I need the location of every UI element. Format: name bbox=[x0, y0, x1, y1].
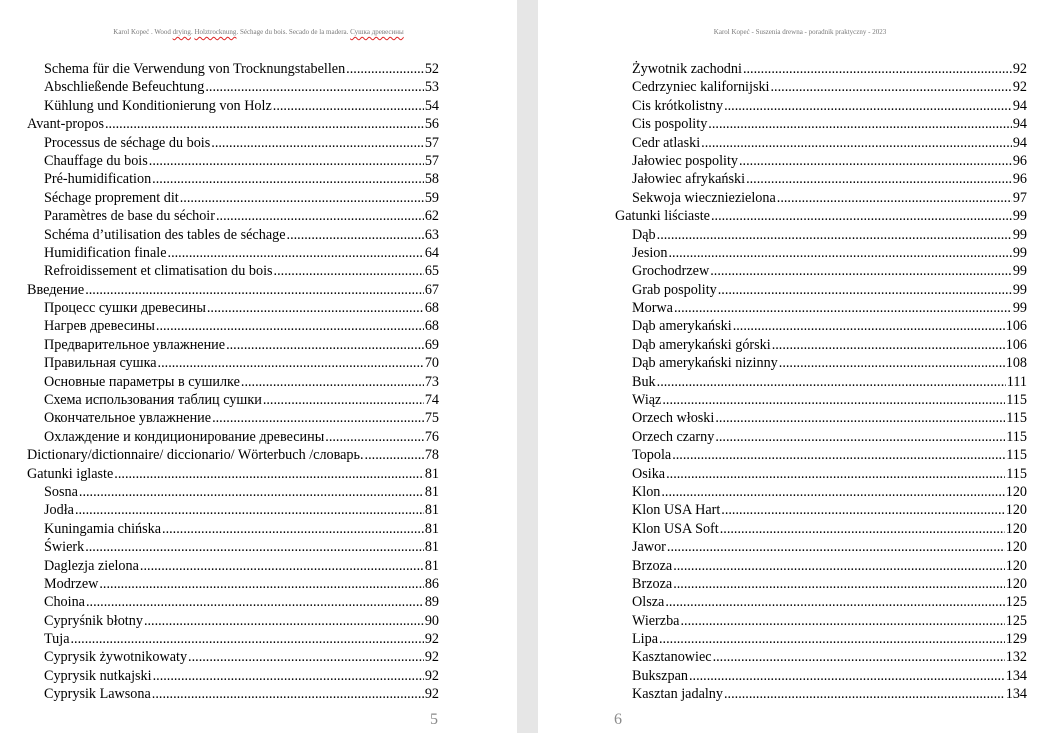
toc-dot-leader bbox=[188, 649, 424, 667]
toc-entry[interactable] bbox=[615, 152, 1027, 170]
toc-entry-page-number: 99 bbox=[1012, 226, 1027, 243]
toc-entry-title: Processus de séchage du bois bbox=[44, 134, 211, 151]
toc-dot-leader bbox=[721, 501, 1004, 519]
toc-entry-title: Cyprysik nutkajski bbox=[44, 667, 152, 684]
toc-entry-page-number: 120 bbox=[1005, 502, 1027, 519]
toc-entry-title: Klon USA Soft bbox=[632, 520, 719, 537]
toc-entry-page-number: 92 bbox=[1012, 79, 1027, 96]
toc-entry-title: Lipa bbox=[632, 631, 658, 648]
toc-entry-title: Jałowiec pospolity bbox=[632, 152, 738, 169]
toc-entry-page-number: 69 bbox=[424, 336, 439, 353]
toc-entry-page-number: 120 bbox=[1005, 539, 1027, 556]
document-page-left bbox=[0, 0, 517, 733]
toc-entry-page-number: 94 bbox=[1012, 116, 1027, 133]
toc-dot-leader bbox=[661, 483, 1004, 501]
toc-entry-page-number: 58 bbox=[424, 171, 439, 188]
toc-entry-title: Dąb amerykański górski bbox=[632, 336, 771, 353]
toc-entry-page-number: 108 bbox=[1005, 355, 1027, 372]
toc-entry-page-number: 70 bbox=[424, 355, 439, 372]
toc-dot-leader bbox=[733, 317, 1005, 335]
toc-entry[interactable] bbox=[27, 557, 439, 575]
toc-entry-title: Dictionary/dictionnaire/ diccionario/ Wörterbuch /словарь. bbox=[27, 447, 364, 464]
toc-entry[interactable] bbox=[615, 483, 1027, 501]
toc-entry-title: Schéma d’utilisation des tables de séchage bbox=[44, 226, 286, 243]
toc-entry-page-number: 81 bbox=[424, 483, 439, 500]
toc-entry[interactable] bbox=[615, 299, 1027, 317]
toc-entry-page-number: 92 bbox=[424, 649, 439, 666]
toc-dot-leader bbox=[152, 685, 424, 703]
toc-dot-leader bbox=[241, 373, 424, 391]
toc-entry[interactable] bbox=[615, 60, 1027, 78]
toc-entry-title: Humidification finale bbox=[44, 244, 167, 261]
toc-entry-page-number: 96 bbox=[1012, 152, 1027, 169]
toc-entry-title: Dąb bbox=[632, 226, 656, 243]
toc-dot-leader bbox=[711, 207, 1012, 225]
header-text: Karol Kopeć . Wood bbox=[113, 28, 173, 36]
toc-dot-leader bbox=[149, 152, 424, 170]
toc-entry-title: Предварительное увлажнение bbox=[44, 336, 226, 353]
toc-entry-page-number: 68 bbox=[424, 318, 439, 335]
toc-entry[interactable] bbox=[615, 538, 1027, 556]
toc-entry[interactable] bbox=[615, 207, 1027, 225]
toc-entry[interactable] bbox=[615, 630, 1027, 648]
page-number: 6 bbox=[614, 711, 622, 728]
toc-dot-leader bbox=[140, 557, 424, 575]
document-page-right bbox=[538, 0, 1062, 733]
toc-entry[interactable] bbox=[27, 317, 439, 335]
toc-entry-title: Cyprysik żywotnikowaty bbox=[44, 649, 188, 666]
header-misspelled-word: Holztrocknung bbox=[194, 28, 237, 36]
toc-entry[interactable] bbox=[615, 501, 1027, 519]
toc-entry-page-number: 120 bbox=[1005, 557, 1027, 574]
toc-dot-leader bbox=[659, 630, 1005, 648]
toc-entry-page-number: 81 bbox=[424, 465, 439, 482]
toc-entry-title: Охлаждение и кондиционирование древесины bbox=[44, 428, 325, 445]
toc-entry-title: Osika bbox=[632, 465, 666, 482]
toc-dot-leader bbox=[715, 409, 1005, 427]
toc-entry[interactable] bbox=[615, 170, 1027, 188]
toc-dot-leader bbox=[274, 262, 424, 280]
toc-entry-page-number: 115 bbox=[1006, 410, 1027, 427]
toc-entry-page-number: 99 bbox=[1012, 263, 1027, 280]
toc-entry-title: Cedrzyniec kalifornijski bbox=[632, 79, 770, 96]
toc-entry-page-number: 52 bbox=[424, 60, 439, 77]
toc-entry-page-number: 111 bbox=[1006, 373, 1027, 390]
toc-entry[interactable] bbox=[615, 428, 1027, 446]
toc-entry[interactable] bbox=[27, 649, 439, 667]
toc-entry-page-number: 120 bbox=[1005, 483, 1027, 500]
toc-entry-page-number: 99 bbox=[1012, 281, 1027, 298]
toc-entry[interactable] bbox=[27, 262, 439, 280]
toc-entry-page-number: 125 bbox=[1005, 612, 1027, 629]
toc-dot-leader bbox=[162, 520, 424, 538]
toc-entry-title: Schema für die Verwendung von Trocknungstabellen bbox=[44, 60, 346, 77]
toc-entry[interactable] bbox=[615, 391, 1027, 409]
toc-entry-page-number: 92 bbox=[1012, 60, 1027, 77]
toc-dot-leader bbox=[105, 115, 424, 133]
toc-entry-title: Klon bbox=[632, 483, 661, 500]
toc-dot-leader bbox=[71, 630, 424, 648]
page-header: Karol Kopeć - Suszenia drewna - poradnik praktyczny - 2023 bbox=[713, 28, 887, 36]
toc-entry-title: Окончательное увлажнение bbox=[44, 410, 212, 427]
toc-entry[interactable] bbox=[27, 78, 439, 96]
toc-entry-title: Grab pospolity bbox=[632, 281, 717, 298]
toc-entry-title: Jałowiec afrykański bbox=[632, 171, 746, 188]
toc-entry-title: Нагрев древесины bbox=[44, 318, 155, 335]
toc-entry-title: Jesion bbox=[632, 244, 668, 261]
toc-entry[interactable] bbox=[27, 630, 439, 648]
toc-entry[interactable] bbox=[27, 501, 439, 519]
toc-entry[interactable] bbox=[615, 557, 1027, 575]
toc-dot-leader bbox=[156, 317, 424, 335]
toc-entry[interactable] bbox=[615, 612, 1027, 630]
toc-entry-page-number: 67 bbox=[424, 281, 439, 298]
toc-entry-title: Cedr atlaski bbox=[632, 134, 701, 151]
toc-dot-leader bbox=[212, 409, 424, 427]
toc-entry-page-number: 120 bbox=[1005, 520, 1027, 537]
toc-entry-title: Kasztan jadalny bbox=[632, 686, 723, 703]
toc-entry-title: Brzoza bbox=[632, 557, 673, 574]
toc-entry-title: Orzech czarny bbox=[632, 428, 715, 445]
toc-dot-leader bbox=[75, 501, 424, 519]
toc-entry-title: Refroidissement et climatisation du bois bbox=[44, 263, 273, 280]
toc-entry[interactable] bbox=[27, 667, 439, 685]
toc-entry[interactable] bbox=[615, 649, 1027, 667]
toc-entry-page-number: 89 bbox=[424, 594, 439, 611]
toc-entry-page-number: 86 bbox=[424, 575, 439, 592]
toc-entry-title: Paramètres de base du séchoir bbox=[44, 208, 215, 225]
toc-dot-leader bbox=[144, 612, 424, 630]
toc-entry-title: Żywotnik zachodni bbox=[632, 60, 742, 77]
toc-entry-title: Wierzba bbox=[632, 612, 680, 629]
toc-entry[interactable] bbox=[615, 593, 1027, 611]
toc-entry[interactable] bbox=[27, 483, 439, 501]
toc-dot-leader bbox=[86, 593, 424, 611]
toc-dot-leader bbox=[710, 262, 1012, 280]
toc-entry-page-number: 97 bbox=[1012, 189, 1027, 206]
toc-entry-page-number: 94 bbox=[1012, 134, 1027, 151]
toc-entry-title: Bukszpan bbox=[632, 667, 688, 684]
toc-entry[interactable] bbox=[615, 115, 1027, 133]
toc-entry[interactable] bbox=[615, 409, 1027, 427]
toc-entry-title: Cypryśnik błotny bbox=[44, 612, 143, 629]
toc-dot-leader bbox=[226, 336, 424, 354]
toc-dot-leader bbox=[746, 170, 1012, 188]
toc-dot-leader bbox=[771, 78, 1012, 96]
toc-entry[interactable] bbox=[615, 336, 1027, 354]
toc-entry-title: Правильная сушка bbox=[44, 355, 157, 372]
toc-entry-title: Sekwoja wieczniezielona bbox=[632, 189, 776, 206]
toc-entry[interactable] bbox=[27, 152, 439, 170]
toc-entry-page-number: 57 bbox=[424, 152, 439, 169]
toc-entry[interactable] bbox=[615, 685, 1027, 703]
toc-entry[interactable] bbox=[27, 593, 439, 611]
toc-entry-page-number: 81 bbox=[424, 502, 439, 519]
toc-dot-leader bbox=[207, 299, 424, 317]
toc-dot-leader bbox=[713, 649, 1005, 667]
toc-entry[interactable] bbox=[27, 465, 439, 483]
toc-entry-title: Jawor bbox=[632, 539, 666, 556]
header-misspelled-word: Сушка древесины bbox=[350, 28, 404, 36]
toc-dot-leader bbox=[680, 612, 1004, 630]
toc-dot-leader bbox=[365, 446, 424, 464]
toc-dot-leader bbox=[667, 538, 1005, 556]
toc-entry-page-number: 134 bbox=[1005, 667, 1027, 684]
toc-entry-title: Cis krótkolistny bbox=[632, 97, 724, 114]
toc-dot-leader bbox=[346, 60, 424, 78]
toc-entry-title: Grochodrzew bbox=[632, 263, 710, 280]
toc-dot-leader bbox=[211, 134, 424, 152]
toc-entry[interactable] bbox=[27, 97, 439, 115]
toc-entry[interactable] bbox=[615, 667, 1027, 685]
table-of-contents bbox=[27, 60, 439, 704]
toc-dot-leader bbox=[657, 373, 1006, 391]
toc-dot-leader bbox=[674, 299, 1012, 317]
toc-entry-page-number: 115 bbox=[1006, 447, 1027, 464]
toc-entry[interactable] bbox=[615, 520, 1027, 538]
toc-entry-page-number: 68 bbox=[424, 300, 439, 317]
toc-entry-page-number: 115 bbox=[1006, 465, 1027, 482]
toc-entry-title: Основные параметры в сушилке bbox=[44, 373, 240, 390]
toc-entry[interactable] bbox=[27, 538, 439, 556]
toc-entry-title: Tuja bbox=[44, 631, 70, 648]
toc-dot-leader bbox=[743, 60, 1012, 78]
toc-entry-page-number: 134 bbox=[1005, 686, 1027, 703]
toc-entry-title: Kuningamia chińska bbox=[44, 520, 162, 537]
toc-dot-leader bbox=[325, 428, 424, 446]
toc-entry[interactable] bbox=[27, 299, 439, 317]
toc-entry-page-number: 81 bbox=[424, 520, 439, 537]
toc-entry-title: Olsza bbox=[632, 594, 665, 611]
toc-entry-title: Buk bbox=[632, 373, 656, 390]
toc-entry[interactable] bbox=[27, 391, 439, 409]
toc-entry-title: Orzech włoski bbox=[632, 410, 715, 427]
toc-entry-page-number: 62 bbox=[424, 208, 439, 225]
toc-entry-title: Chauffage du bois bbox=[44, 152, 148, 169]
toc-entry[interactable] bbox=[615, 97, 1027, 115]
toc-entry-page-number: 94 bbox=[1012, 97, 1027, 114]
toc-entry[interactable] bbox=[27, 60, 439, 78]
toc-entry-page-number: 64 bbox=[424, 244, 439, 261]
toc-dot-leader bbox=[657, 226, 1012, 244]
toc-entry-title: Введение bbox=[27, 281, 85, 298]
toc-entry-page-number: 73 bbox=[424, 373, 439, 390]
toc-entry-page-number: 92 bbox=[424, 631, 439, 648]
toc-entry-page-number: 129 bbox=[1005, 631, 1027, 648]
toc-dot-leader bbox=[85, 538, 424, 556]
toc-entry-page-number: 96 bbox=[1012, 171, 1027, 188]
toc-entry[interactable] bbox=[27, 428, 439, 446]
toc-entry-page-number: 106 bbox=[1005, 336, 1027, 353]
toc-entry[interactable] bbox=[615, 446, 1027, 464]
toc-entry-page-number: 56 bbox=[424, 116, 439, 133]
toc-entry-title: Gatunki liściaste bbox=[615, 208, 710, 225]
toc-entry[interactable] bbox=[615, 373, 1027, 391]
toc-dot-leader bbox=[668, 244, 1011, 262]
toc-entry-title: Wiąz bbox=[632, 392, 662, 409]
toc-entry-page-number: 99 bbox=[1012, 208, 1027, 225]
toc-entry-page-number: 99 bbox=[1012, 300, 1027, 317]
toc-entry-page-number: 106 bbox=[1005, 318, 1027, 335]
toc-entry-page-number: 74 bbox=[424, 392, 439, 409]
toc-entry[interactable] bbox=[27, 575, 439, 593]
toc-entry[interactable] bbox=[615, 226, 1027, 244]
page-number: 5 bbox=[430, 711, 438, 728]
toc-dot-leader bbox=[99, 575, 423, 593]
toc-entry-title: Cyprysik Lawsona bbox=[44, 686, 151, 703]
toc-dot-leader bbox=[263, 391, 424, 409]
toc-entry-title: Brzoza bbox=[632, 575, 673, 592]
toc-entry-page-number: 63 bbox=[424, 226, 439, 243]
toc-dot-leader bbox=[673, 575, 1005, 593]
toc-entry[interactable] bbox=[27, 244, 439, 262]
toc-dot-leader bbox=[673, 557, 1005, 575]
toc-entry-title: Świerk bbox=[44, 539, 85, 556]
toc-entry[interactable] bbox=[27, 612, 439, 630]
toc-dot-leader bbox=[85, 281, 424, 299]
toc-entry-title: Jodła bbox=[44, 502, 74, 519]
toc-dot-leader bbox=[79, 483, 424, 501]
toc-entry-page-number: 78 bbox=[424, 447, 439, 464]
toc-entry-title: Morwa bbox=[632, 300, 673, 317]
toc-dot-leader bbox=[114, 465, 424, 483]
toc-entry[interactable] bbox=[615, 262, 1027, 280]
table-of-contents bbox=[615, 60, 1027, 704]
toc-dot-leader bbox=[777, 189, 1012, 207]
page-header bbox=[0, 28, 517, 36]
toc-dot-leader bbox=[715, 428, 1005, 446]
toc-entry[interactable] bbox=[615, 354, 1027, 372]
toc-entry-title: Cis pospolity bbox=[632, 116, 708, 133]
toc-entry-title: Modrzew bbox=[44, 575, 99, 592]
toc-dot-leader bbox=[779, 354, 1005, 372]
toc-entry-title: Daglezja zielona bbox=[44, 557, 139, 574]
toc-entry-page-number: 132 bbox=[1005, 649, 1027, 666]
toc-entry-page-number: 90 bbox=[424, 612, 439, 629]
toc-dot-leader bbox=[718, 281, 1012, 299]
toc-entry-page-number: 54 bbox=[424, 97, 439, 114]
toc-dot-leader bbox=[152, 170, 424, 188]
toc-entry-title: Kasztanowiec bbox=[632, 649, 712, 666]
toc-dot-leader bbox=[739, 152, 1012, 170]
toc-dot-leader bbox=[666, 465, 1005, 483]
toc-entry-title: Topola bbox=[632, 447, 672, 464]
toc-entry[interactable] bbox=[27, 281, 439, 299]
toc-entry[interactable] bbox=[615, 78, 1027, 96]
toc-entry[interactable] bbox=[27, 409, 439, 427]
toc-entry-page-number: 53 bbox=[424, 79, 439, 96]
toc-entry-title: Sosna bbox=[44, 483, 78, 500]
toc-entry-title: Pré-humidification bbox=[44, 171, 152, 188]
toc-entry-title: Klon USA Hart bbox=[632, 502, 721, 519]
toc-entry-title: Процесс сушки древесины bbox=[44, 300, 206, 317]
header-misspelled-word: drying bbox=[172, 28, 191, 36]
toc-entry-title: Kühlung und Konditionierung von Holz bbox=[44, 97, 272, 114]
toc-dot-leader bbox=[665, 593, 1004, 611]
toc-dot-leader bbox=[689, 667, 1005, 685]
toc-entry[interactable] bbox=[27, 685, 439, 703]
toc-entry-title: Séchage proprement dit bbox=[44, 189, 179, 206]
toc-entry-page-number: 120 bbox=[1005, 575, 1027, 592]
toc-entry[interactable] bbox=[615, 575, 1027, 593]
toc-entry-page-number: 81 bbox=[424, 539, 439, 556]
toc-dot-leader bbox=[168, 244, 424, 262]
toc-entry[interactable] bbox=[27, 134, 439, 152]
toc-entry-page-number: 81 bbox=[424, 557, 439, 574]
toc-dot-leader bbox=[724, 685, 1005, 703]
toc-entry-page-number: 125 bbox=[1005, 594, 1027, 611]
toc-entry-page-number: 92 bbox=[424, 667, 439, 684]
toc-entry[interactable] bbox=[615, 189, 1027, 207]
toc-entry-page-number: 76 bbox=[424, 428, 439, 445]
toc-dot-leader bbox=[273, 97, 424, 115]
toc-dot-leader bbox=[724, 97, 1012, 115]
toc-entry[interactable] bbox=[27, 170, 439, 188]
toc-entry[interactable] bbox=[615, 317, 1027, 335]
toc-dot-leader bbox=[720, 520, 1005, 538]
toc-entry[interactable] bbox=[27, 354, 439, 372]
toc-entry-title: Avant-propos bbox=[27, 116, 104, 133]
toc-entry-title: Dąb amerykański nizinny bbox=[632, 355, 778, 372]
toc-entry[interactable] bbox=[27, 189, 439, 207]
header-text: . bbox=[190, 28, 195, 36]
toc-entry-page-number: 92 bbox=[424, 686, 439, 703]
toc-entry-title: Gatunki iglaste bbox=[27, 465, 114, 482]
toc-entry-page-number: 57 bbox=[424, 134, 439, 151]
toc-dot-leader bbox=[772, 336, 1005, 354]
toc-entry-title: Abschließende Befeuchtung bbox=[44, 79, 205, 96]
toc-entry-page-number: 99 bbox=[1012, 244, 1027, 261]
toc-dot-leader bbox=[287, 226, 424, 244]
toc-dot-leader bbox=[662, 391, 1005, 409]
toc-entry[interactable] bbox=[615, 244, 1027, 262]
toc-entry-title: Choina bbox=[44, 594, 85, 611]
toc-entry[interactable] bbox=[27, 336, 439, 354]
toc-entry-page-number: 75 bbox=[424, 410, 439, 427]
toc-entry[interactable] bbox=[615, 465, 1027, 483]
toc-entry-page-number: 115 bbox=[1006, 392, 1027, 409]
toc-dot-leader bbox=[708, 115, 1012, 133]
toc-dot-leader bbox=[153, 667, 424, 685]
toc-dot-leader bbox=[672, 446, 1005, 464]
toc-dot-leader bbox=[701, 134, 1012, 152]
toc-dot-leader bbox=[216, 207, 424, 225]
toc-entry-page-number: 115 bbox=[1006, 428, 1027, 445]
toc-entry[interactable] bbox=[27, 226, 439, 244]
toc-dot-leader bbox=[205, 78, 423, 96]
toc-entry[interactable] bbox=[615, 134, 1027, 152]
toc-entry[interactable] bbox=[27, 207, 439, 225]
toc-entry-page-number: 59 bbox=[424, 189, 439, 206]
toc-dot-leader bbox=[158, 354, 424, 372]
toc-entry-page-number: 65 bbox=[424, 263, 439, 280]
toc-entry[interactable] bbox=[27, 520, 439, 538]
toc-entry[interactable] bbox=[615, 281, 1027, 299]
toc-entry-title: Dąb amerykański bbox=[632, 318, 732, 335]
toc-entry[interactable] bbox=[27, 115, 439, 133]
toc-entry[interactable] bbox=[27, 446, 439, 464]
toc-entry[interactable] bbox=[27, 373, 439, 391]
toc-entry-title: Схема использования таблиц сушки bbox=[44, 392, 262, 409]
header-text: . Séchage du bois. Secado de la madera. bbox=[236, 28, 351, 36]
toc-dot-leader bbox=[180, 189, 424, 207]
